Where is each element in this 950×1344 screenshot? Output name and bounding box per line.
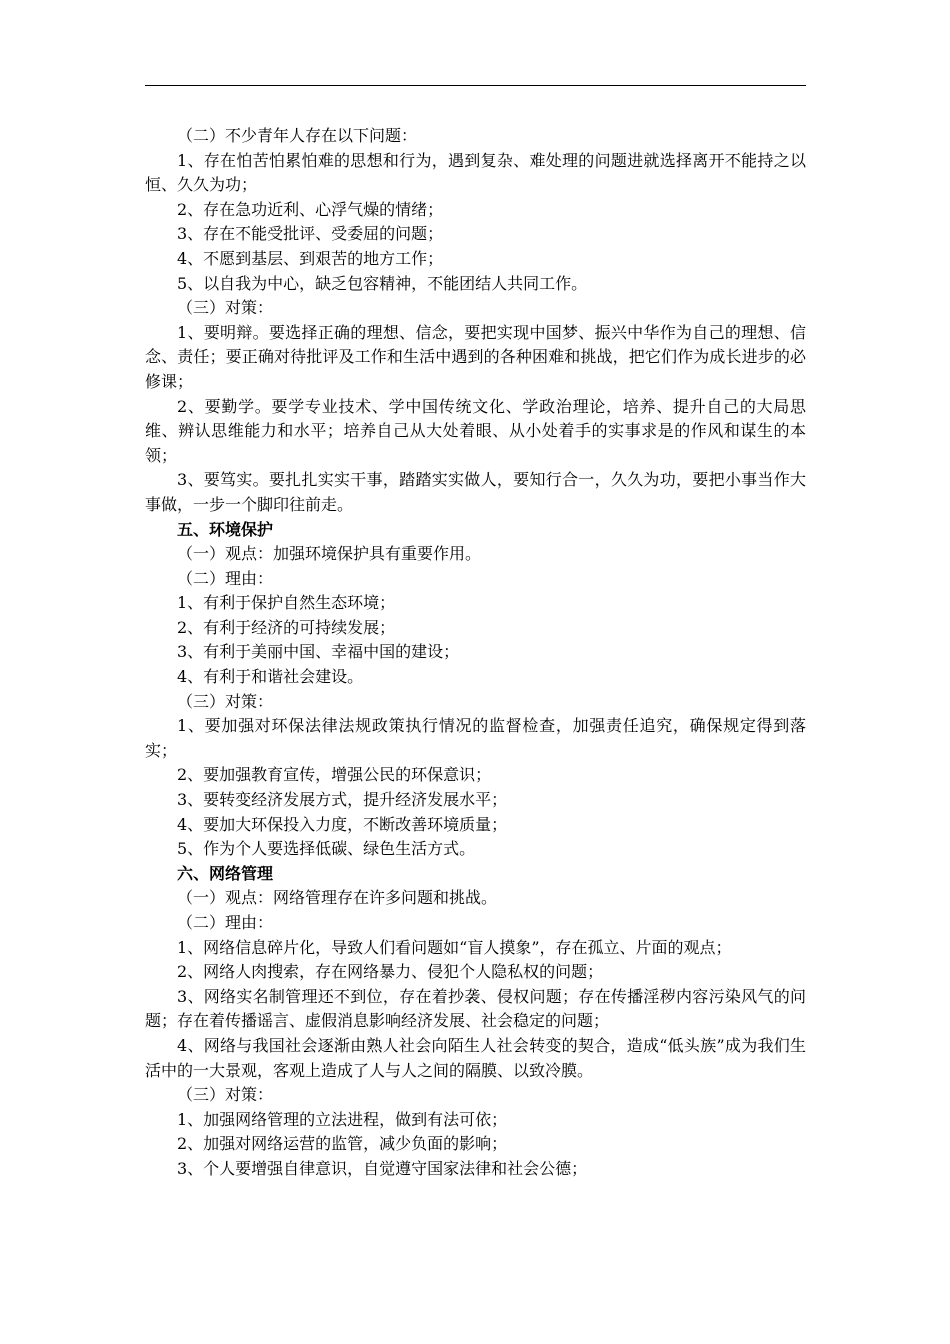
paragraph: 3、存在不能受批评、受委屈的问题； [177, 224, 444, 244]
section-heading: 五、环境保护 [177, 519, 274, 539]
paragraph: 3、个人要增强自律意识，自觉遵守国家法律和社会公德； [177, 1158, 588, 1178]
paragraph: 1、存在怕苦怕累怕难的思想和行为，遇到复杂、难处理的问题进就选择离开不能持之以恒、久久为功； [145, 150, 806, 195]
paragraph: 2、要加强教育宣传，增强公民的环保意识； [177, 765, 492, 785]
paragraph: 2、要勤学。要学专业技术、学中国传统文化、学政治理论，培养、提升自己的大局思维、辨认思维能力和水平；培养自己从大处着眼、从小处着手的实事求是的作风和谋生的本领； [145, 396, 806, 465]
paragraph: 2、有利于经济的可持续发展； [177, 617, 396, 637]
paragraph: 2、存在急功近利、心浮气燥的情绪； [177, 199, 444, 219]
paragraph: 4、要加大环保投入力度，不断改善环境质量； [177, 814, 508, 834]
paragraph: 3、要转变经济发展方式，提升经济发展水平； [177, 790, 508, 810]
paragraph: 1、要加强对环保法律法规政策执行情况的监督检查，加强责任追究，确保规定得到落实； [145, 716, 806, 760]
paragraph: 1、要明辩。要选择正确的理想、信念，要把实现中国梦、振兴中华作为自己的理想、信念、责任；要正确对待批评及工作和生活中遇到的各种困难和挑战，把它们作为成长进步的必修课； [145, 322, 806, 391]
paragraph: （二）理由： [177, 568, 274, 588]
paragraph: 1、有利于保护自然生态环境； [177, 593, 396, 613]
paragraph: 4、网络与我国社会逐渐由熟人社会向陌生人社会转变的契合，造成“低头族”成为我们生活中的一大景观，客观上造成了人与人之间的隔膜、以致冷膜。 [145, 1035, 806, 1080]
paragraph: 3、网络实名制管理还不到位，存在着抄袭、侵权问题；存在传播淫秽内容污染风气的问题；存在着传播谣言、虚假消息影响经济发展、社会稳定的问题； [145, 986, 806, 1031]
paragraph: （二）不少青年人存在以下问题： [177, 126, 418, 145]
paragraph: （三）对策： [177, 691, 274, 711]
paragraph: 4、不愿到基层、到艰苦的地方工作； [177, 248, 444, 268]
paragraph: 5、作为个人要选择低碳、绿色生活方式。 [177, 839, 476, 859]
paragraph: （三）对策： [177, 1085, 274, 1105]
paragraph: 2、网络人肉搜索，存在网络暴力、侵犯个人隐私权的问题； [177, 962, 604, 982]
header-rule [145, 85, 806, 86]
paragraph: （一）观点：网络管理存在许多问题和挑战。 [177, 888, 498, 908]
paragraph: 2、加强对网络运营的监管，减少负面的影响； [177, 1134, 508, 1154]
paragraph: 1、加强网络管理的立法进程，做到有法可依； [177, 1109, 508, 1129]
paragraph: 5、以自我为中心，缺乏包容精神，不能团结人共同工作。 [177, 273, 588, 293]
paragraph: 1、网络信息碎片化，导致人们看问题如“盲人摸象”，存在孤立、片面的观点； [177, 937, 732, 957]
section-heading: 六、网络管理 [177, 863, 274, 883]
paragraph: （二）理由： [177, 913, 274, 932]
document-body [145, 124, 806, 1182]
paragraph: 3、有利于美丽中国、幸福中国的建设； [177, 642, 460, 662]
paragraph: 3、要笃实。要扎扎实实干事，踏踏实实做人，要知行合一，久久为功，要把小事当作大事做，一步一个脚印往前走。 [145, 470, 806, 514]
paragraph: 4、有利于和谐社会建设。 [177, 667, 364, 687]
paragraph: （一）观点：加强环境保护具有重要作用。 [177, 544, 482, 564]
paragraph: （三）对策： [177, 298, 274, 318]
